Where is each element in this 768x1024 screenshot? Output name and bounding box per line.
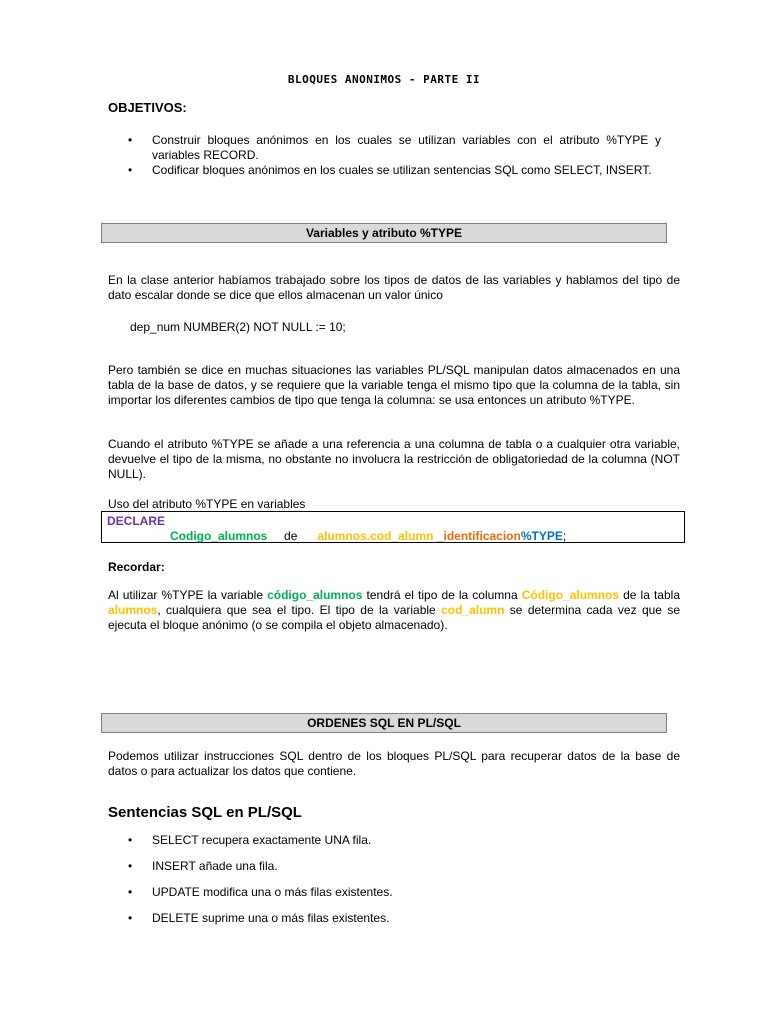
- type-attribute: %TYPE: [520, 529, 563, 543]
- variable-name: Codigo_alumnos: [170, 529, 268, 543]
- document-title: BLOQUES ANONIMOS - PARTE II: [287, 73, 481, 86]
- recordar-column: Código_alumnos: [521, 588, 620, 602]
- sql-list: [108, 833, 393, 937]
- intro-paragraph: En la clase anterior habíamos trabajado sobre los tipos de datos de las variables y hablamos del tipo de dato escalar donde se dice que ellos almacenan un valor único: [108, 273, 680, 302]
- recordar-paragraph: [108, 588, 680, 633]
- sql-intro-paragraph: Podemos utilizar instrucciones SQL dentro de los bloques PL/SQL para recuperar datos de la base de datos o para actualizar los datos que contiene.: [108, 749, 680, 778]
- recordar-text: de la tabla: [619, 588, 680, 602]
- declare-keyword: DECLARE: [107, 514, 166, 528]
- recordar-text: tendrá el tipo de la columna: [362, 588, 522, 602]
- recordar-heading: Recordar:: [108, 560, 165, 574]
- sql-item: • UPDATE modifica una o más filas existentes.: [108, 885, 393, 911]
- type-paragraph: Pero también se dice en muchas situaciones las variables PL/SQL manipulan datos almacenados en una tabla de la base de datos, y se requiere que la variable tenga el mismo tipo que la columna de la tabla, sin importar los diferentes cambios de tipo que tenga la columna: se usa entonces un atributo %TYPE.: [108, 363, 680, 407]
- sql-item: • DELETE suprime una o más filas existentes.: [108, 911, 393, 937]
- recordar-text: , cualquiera que sea el tipo. El tipo de la variable: [157, 603, 442, 617]
- identification-suffix: _identificacion: [436, 529, 521, 543]
- recordar-table: alumnos: [108, 603, 158, 617]
- declare-statement: [170, 529, 566, 544]
- semicolon: ;: [562, 529, 567, 543]
- de-keyword: de: [284, 529, 298, 543]
- sql-item: • SELECT recupera exactamente UNA fila.: [108, 833, 393, 859]
- column-reference: alumnos.cod_alumn: [317, 529, 434, 543]
- objective-item: • Construir bloques anónimos en los cuales se utilizan variables con el atributo %TYPE y variables RECORD.: [108, 133, 661, 163]
- recordar-text: Al utilizar %TYPE la variable: [108, 588, 268, 602]
- declare-code-box: [101, 511, 685, 543]
- uso-label: Uso del atributo %TYPE en variables: [108, 497, 306, 511]
- recordar-variable: código_alumnos: [267, 588, 363, 602]
- sql-heading: Sentencias SQL en PL/SQL: [108, 804, 302, 821]
- objectives-heading: OBJETIVOS:: [108, 100, 187, 115]
- code-example: dep_num NUMBER(2) NOT NULL := 10;: [130, 320, 346, 334]
- section-header-sql: ORDENES SQL EN PL/SQL: [101, 713, 667, 733]
- objectives-list: [108, 133, 661, 178]
- type-behavior-paragraph: Cuando el atributo %TYPE se añade a una referencia a una columna de tabla o a cualquier otra variable, devuelve el tipo de la misma, no obstante no involucra la restricción de obligatoriedad de la columna (NOT NULL).: [108, 437, 680, 481]
- sql-item: • INSERT añade una fila.: [108, 859, 393, 885]
- recordar-text: se determina cada vez que se ejecuta el bloque anónimo (o se compila el objeto almacenado).: [108, 603, 680, 632]
- section-header-variables: Variables y atributo %TYPE: [101, 223, 667, 243]
- objective-item: • Codificar bloques anónimos en los cuales se utilizan sentencias SQL como SELECT, INSERT.: [108, 163, 661, 178]
- recordar-cod: cod_alumn: [441, 603, 505, 617]
